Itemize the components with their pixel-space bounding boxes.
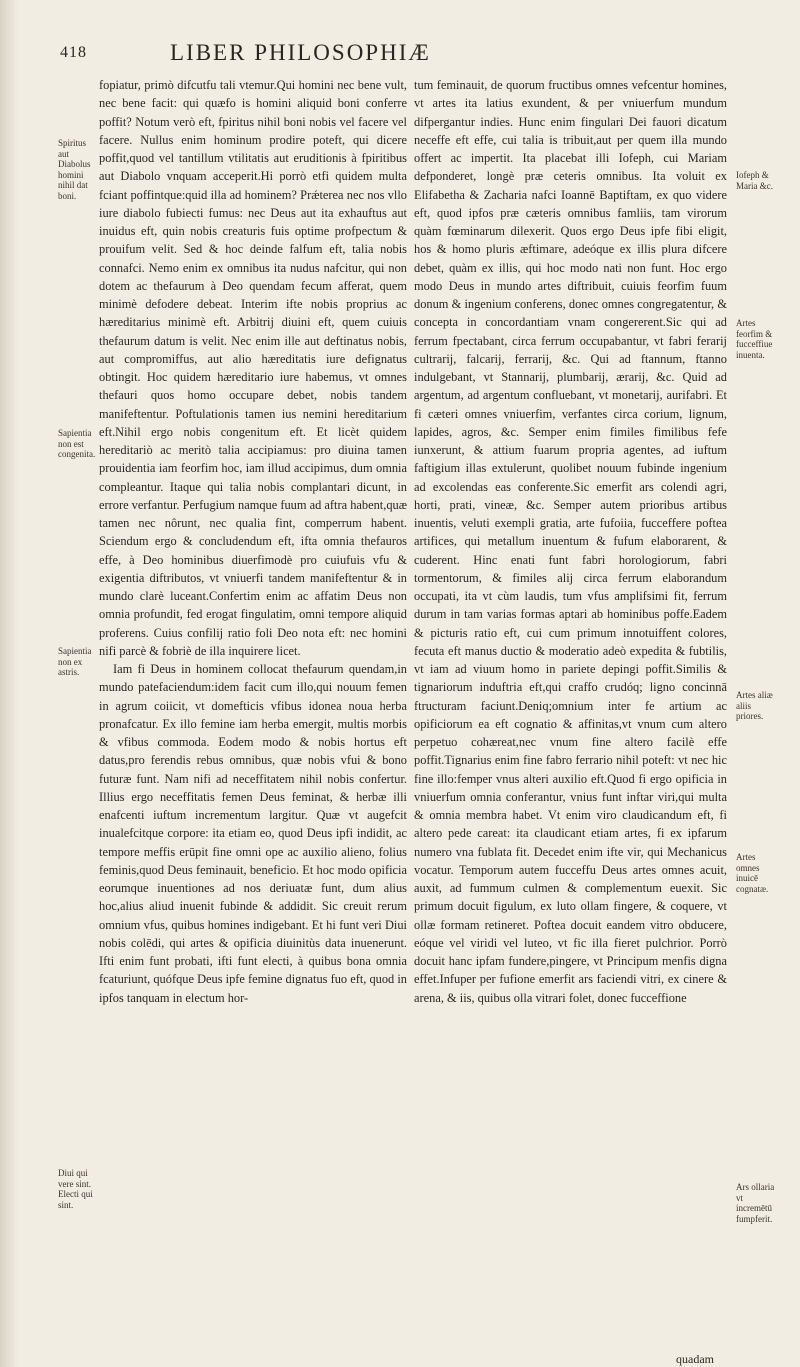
page-number: 418 — [60, 44, 87, 61]
body-paragraph: tum feminauit, de quorum fructibus omnes vefcentur homines, vt artes ita latius exundent, & per vniuerfum mundum difpergantur indies. Hunc enim fingulari Dei fauori dicatum neceffe eft effe, cui talia is tribuit,aut per quem illa mundo offert ac impertit. Ita placebat illi Iofeph, cui Mariam defponderet, longè præ ceteris omnibus. Ita voluit ex Elifabetha & Zacharia nafci Ioannē Baptiftam, ex quo videre eft, quod ipfos præ cæteris omnibus famliis, tam virorum quàm fœminarum dilexerit. Quos ergo Deus ipfe fibi eligit, hos & homo pluris æftimare, adeóque ex illis plura difcere debet, quàm ex illis, qui hoc modo nati non funt. Hoc ergo modo Deus in mundo artes diftribuit, cuiuis feorfim fuum donum & ingenium conferens, donec omnes congregatentur, & concepta in concordantiam vnam congererent.Sic qui ad ferrum fpectabant, circa ferrum occupabantur, vt fabri ferarij cultrarij, falcarij, ferrarij, &c. Qui ad ftannum, ftanno indulgebant, vt Stannarij, plumbarij, ærarij, &c. Quid ad argentum, ad argentum confluebant, vt monetarij, aurifabri. Et fi cæteri omnes vniuerfim, verfantes circa corium, lignum, lapides, agros, &c. Semper enim fimiles fimilibus fefe iunxerunt, & attium fuarum propria agentes, ad iuftum faftigium illas extulerunt, quolibet nouum fubinde ingenium ad excolendas eas conferente.Sic emerfit ars colendi agri, horti, prati, vineæ, &c. Semper autem prioribus artibus inuentis, veluti exempli gratia, arte fufoiia, fucceffere poftea artifices, qui metallum inuentum & fufum elaborarent, & cuderent. Hinc enati funt fabri horologiorum, fabri tormentorum, & fimiles alij circa ferrum elaborandum occupati, ita vt cùm laudis, tum vfus amplifsimi fit, ferrum durum in tam varias formas aptari ab hominibus poffe.Eadem & picturis ratio eft, cui cum primum innotuiffent colores, fecuta eft manus ductio & moderatio adeò expedita & fubtilis, vt iam ad viuum homo in pariete depingi poffit.Similis & tignariorum induftria eft,qui craffo crudóq; ligno concinnā ftructuram faciunt.Deniq;omnium inter fe artium ac opificiorum ea eft cognatio & affinitas,vt vnum cum altero perpetuo cohæreat,nec vnum fine altero facilè effe poffit.Tignarius enim fine fabro ferrario nihil poteft: vt nec hic fine illo:femper vnus alteri auxilio eft.Quod fi ergo opificia in vniuerfum omnia conferantur, vnius funt inftar viri,qui multa & omnia membra habet. Vt enim viro claudicandum eft, fi altero pede careat: ita claudicant etiam artes, fi ex ipfarum numero vna fublata fit. Decedet enim ifte vir, qui Mechanicus vocatur. Temporum autem fucceffu Deus artes omnes acuit, auxit, ad fummum culmen & complementum euexit. Sic primum docuit figulum, ex luto ollam fingere, & coquere, vt ollæ formam retineret. Poftea docuit eandem vitro obducere, eóque vel viridi vel luteo, vt fic illa fieret pulchrior. Porrò docuit hanc ipfam fundere,pingere, vt Principum menfis digna effet.Infuper per fufione emerfit ars faciendi vitri, ex cinere & arena, & iis, quibus olla vitrari folet, donec fucceffione — [414, 78, 727, 1005]
margin-note: Sapientia non ex astris. — [58, 646, 92, 677]
page-gutter-shadow — [0, 0, 18, 1367]
page-header — [60, 40, 750, 70]
catchword: quadam — [676, 1352, 714, 1366]
margin-note: Artes omnes inuicē cognatæ. — [736, 852, 769, 894]
body-paragraph: Iam fi Deus in hominem collocat thefaurum quendam,in mundo patefaciendum:idem facit cum illo,qui nouum femen in agrum coiicit, vt domefticis vfibus idonea noua herba pronafcatur. Ex illo femine iam herba emergit, multis morbis & vfibus commoda. Eodem modo & nobis hortus eft datus,pro ferendis rebus omnibus, quæ nobis vfui & bono futuræ funt. Nam nifi ad neceffitatem nihil nobis confertur. Illius ergo neceffitatis femen Deus feminat, & herbæ illi enafcenti iuftum incrementum largitur. Quæ vt augefcit inualefcitque corpore: ita etiam eo, quod Deus ipfi indidit, ac tempore meffis erūpit fine omni ope ac auxilio alieno, folius feminis,quod Deus feminauit, beneficio. Et hoc modo opificia eorumque inuentiones ad nos deriuatæ funt, dum alius hoc,alius aliud inuenit fubinde & addidit. Sic creuit rerum omnium vfus, quibus homines indigebant. Et hi funt veri Diui nobis colēdi, qui artes & opificia diuinitùs data inuenerunt. Ifti enim funt probati, ifti funt electi, à quibus bona omnia fcaturiunt, quófque Deus ipfe femine dignatus fuo eft, quod in ipfos tanquam in electum hor- — [99, 662, 407, 1005]
margin-note: Artes feorfim & fucceffiue inuenta. — [736, 318, 773, 360]
body-paragraph: fopiatur, primò difcutfu tali vtemur.Qui homini nec bene vult, nec bene facit: qui quæfo is homini aliquid boni conferre poffit? Notum verò eft, fpiritus nihil boni nobis vel facere vel facere. Nullus enim hominum prodire poteft, qui dicere poffit,quod vel tantillum vtilitatis aut eruditionis à fpiritibus aut Diabolo vnquam acceperit.Hi porrò etfi quidem multa fciant poffintque:quid illa ad hominem? Prǽterea nec nos vllo iure diabolo fubiecti fumus: nec Deus aut ita exhauftus aut inuidus eft, quin nobis creaturis fuis optime profpectum & prouifum velit. Sed & hoc deinde falfum eft, talia nobis connafci. Nemo enim ex omnibus ita nudus nafcitur, qui non dotem ac thefaurum à Deo quendam fecum afferat, quem minimè defodere debeat. Interim ifte nobis proprius ac hæreditarius minimè eft. Arbitrij diuini eft, quem cuiuis thefaurum datum is velit. Nec enim ille aut deftinatus nobis, aut compromiffus, aut alio hæreditatis iure defignatus obtingit. Hoc quidem hæreditario iure habemus, vt omnes thefauri quos homo occupare debet, nobis tandem manifeftentur. Poftulationis tamen ius nemini hereditarium eft.Nihil ergo nobis congenitum eft. Et licèt quidem hereditariò ac meritò talia accipiamus: pro diuina tamen prouidentia iam feorfim hoc, iam illud accipimus, dum omnia compleantur. Itaque qui talia nobis complantari dicunt, in errore verfantur. Perfugium namque fuum ad aftra habent,quæ tamen nec nôrunt, nec qualia fint, comperrum habent. Sciendum ergo & concludendum eft, ifta omnia thefauros effe, à Deo hominibus diuerfimodè pro cuiufuis vfu & exigentia diftributos, vt vniuerfi tandem manifeftentur & in mundo clarè luceant.Confertim enim ac affatim Deus non omnia profundit, fed erogat fingulatim, omni tempore aliquid proferens. Cuius confilij ratio foli Deo nota eft: nec homini nifi parcè & fobriè de illa inquirere licet. — [99, 78, 407, 658]
margin-note: Ars ollaria vt incremētū fumpferit. — [736, 1182, 775, 1224]
margin-note: Spiritus aut Diabolus homini nihil dat boni. — [58, 138, 91, 201]
running-head: LIBER PHILOSOPHIÆ — [170, 40, 431, 65]
text-column-right — [414, 76, 727, 1007]
margin-note: Iofeph & Maria &c. — [736, 170, 773, 191]
text-column-left — [99, 76, 407, 1007]
margin-note: Artes aliæ aliis priores. — [736, 690, 773, 721]
margin-note: Sapientia non est congenita. — [58, 428, 96, 459]
margin-note: Diui qui vere sint. Electi qui sint. — [58, 1168, 93, 1210]
